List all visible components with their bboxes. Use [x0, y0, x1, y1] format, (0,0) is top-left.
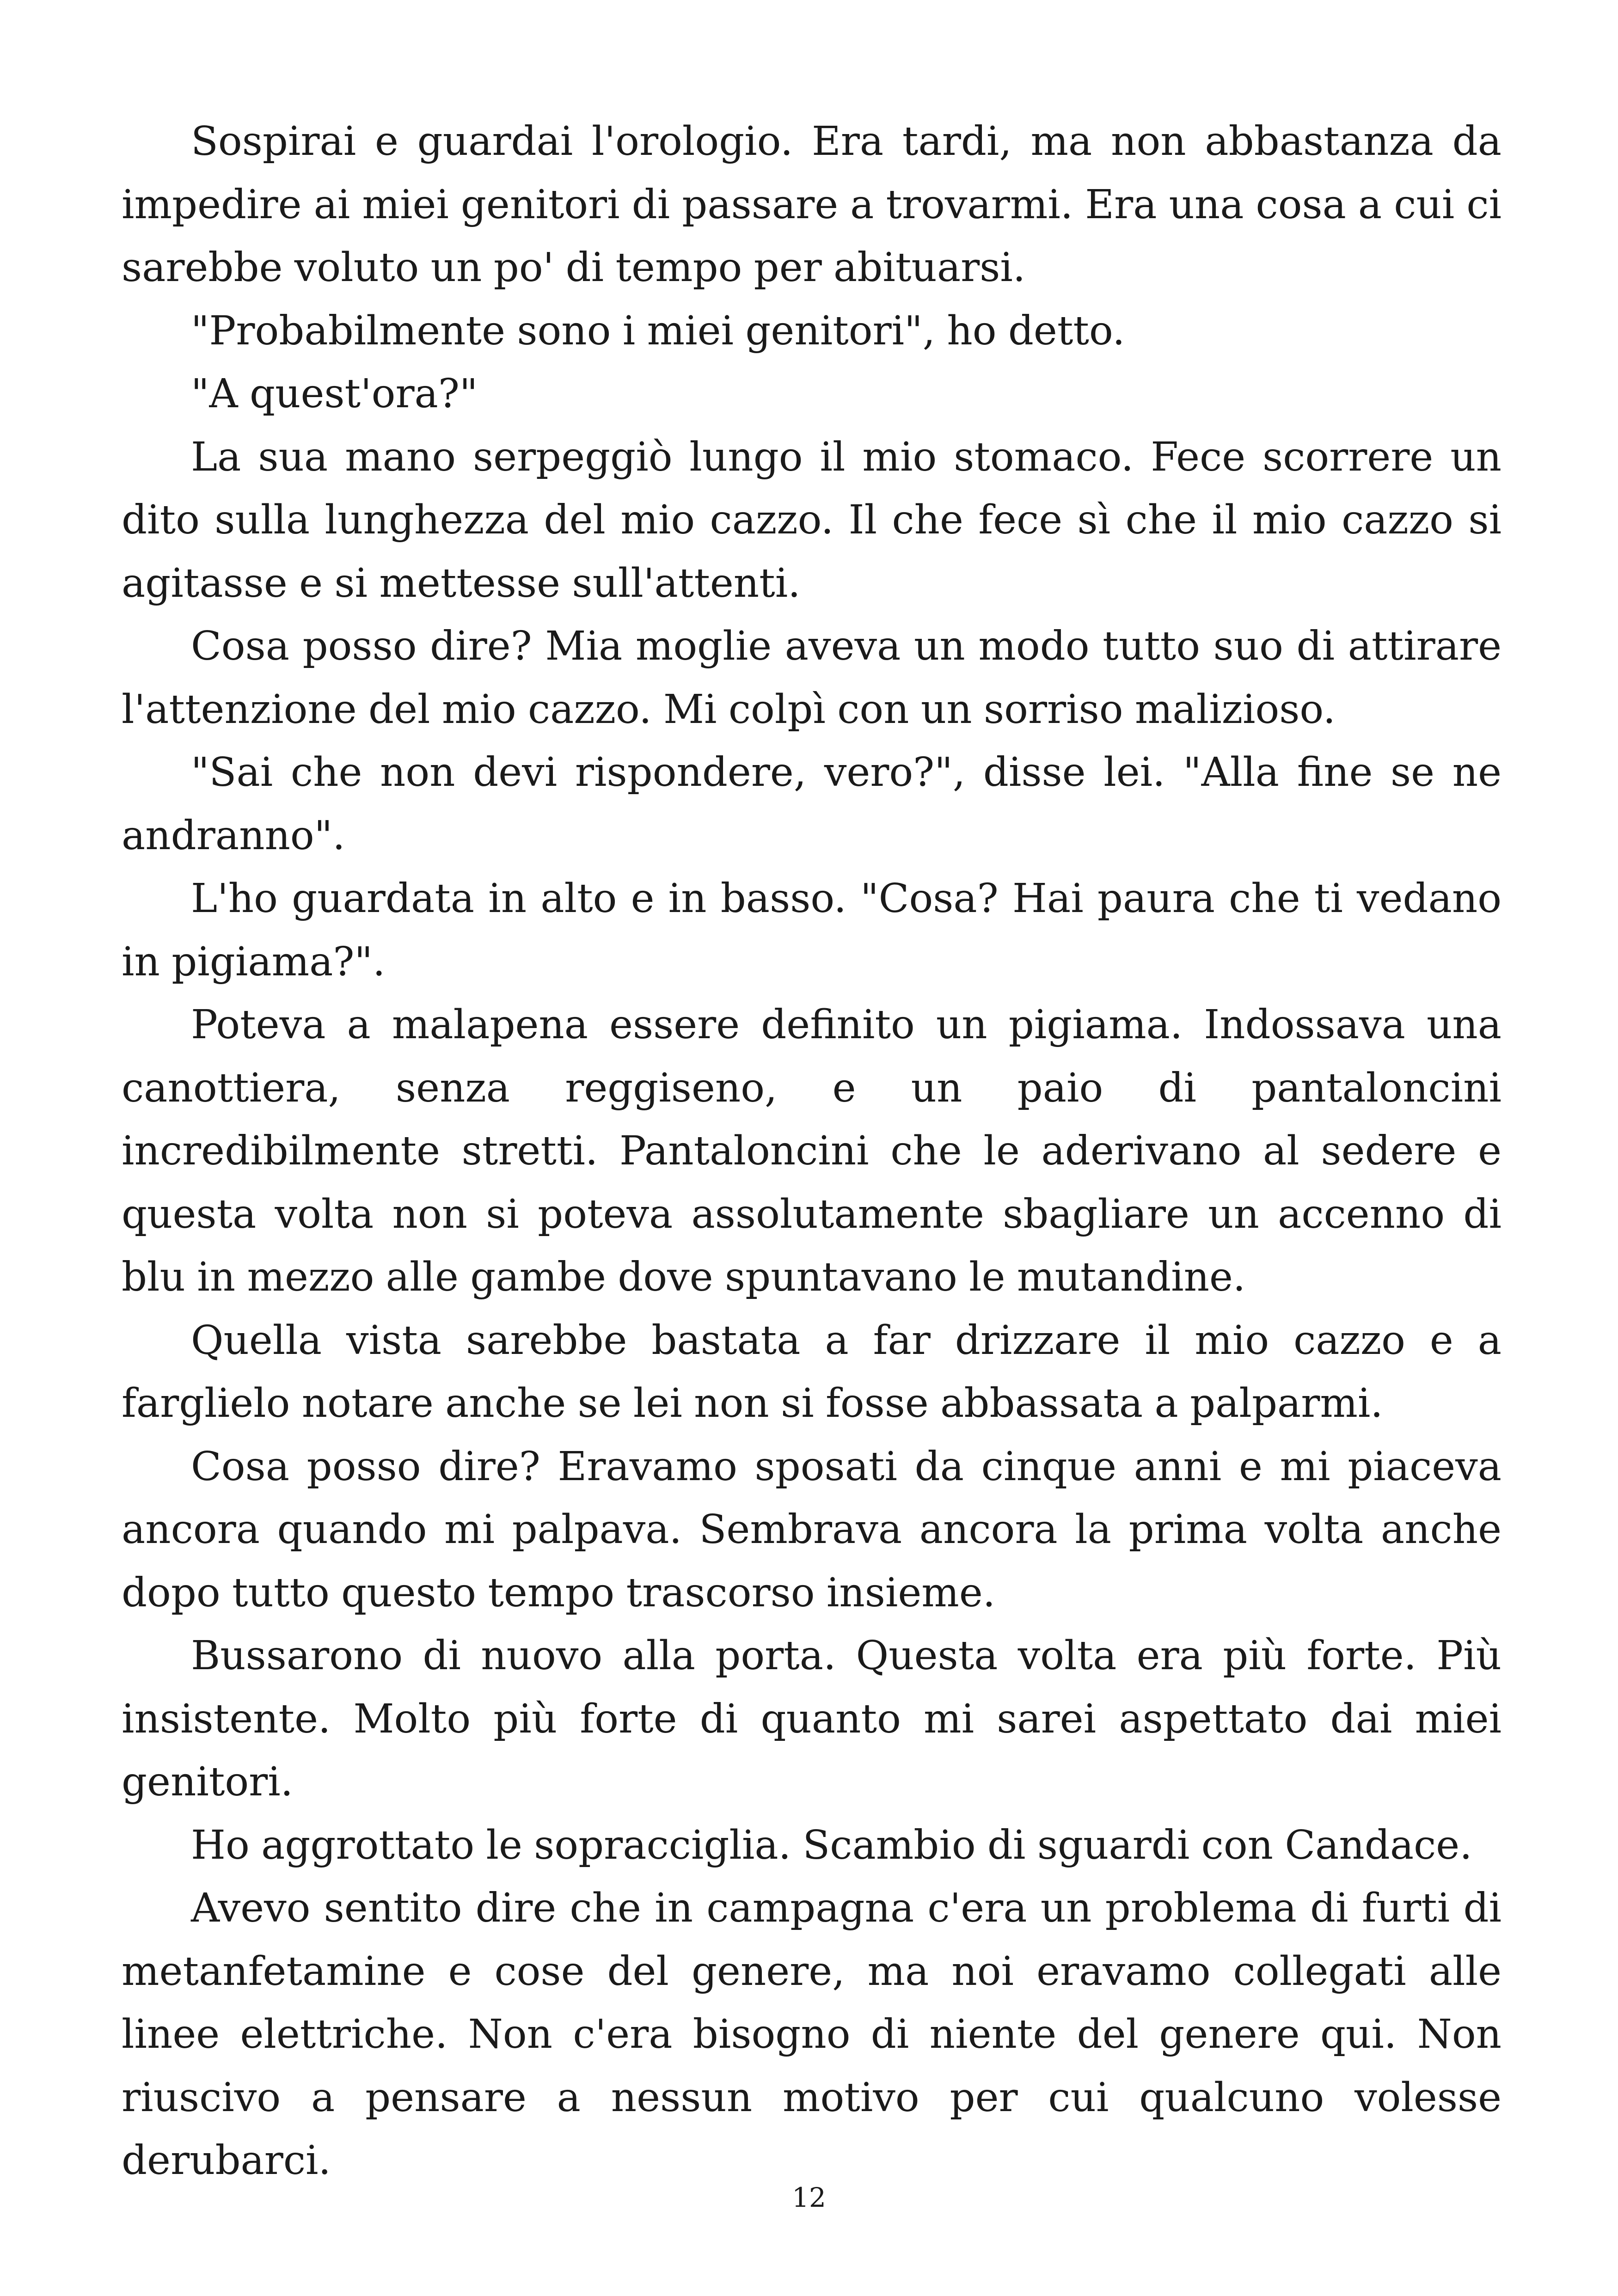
- paragraph: Avevo sentito dire che in campagna c'era un problema di furti di metanfetamine e cose del genere, ma noi eravamo collegati alle linee elettriche. Non c'era bisogno di niente del genere qui. Non riuscivo a pensare a nessun motivo per cui qualcuno volesse derubarci.: [122, 1885, 1502, 2184]
- page-number: 12: [792, 2182, 826, 2213]
- paragraph: Bussarono di nuovo alla porta. Questa volta era più forte. Più insistente. Molto più forte di quanto mi sarei aspettato dai miei genitori.: [122, 1633, 1502, 1805]
- paragraph: Cosa posso dire? Mia moglie aveva un modo tutto suo di attirare l'attenzione del mio cazzo. Mi colpì con un sorriso malizioso.: [122, 623, 1502, 733]
- paragraph: Sospirai e guardai l'orologio. Era tardi, ma non abbastanza da impedire ai miei genitori di passare a trovarmi. Era una cosa a cui ci sarebbe voluto un po' di tempo per abituarsi.: [122, 118, 1502, 291]
- paragraph: Cosa posso dire? Eravamo sposati da cinque anni e mi piaceva ancora quando mi palpava. Sembrava ancora la prima volta anche dopo tutto questo tempo trascorso insieme.: [122, 1443, 1502, 1616]
- paragraph: Quella vista sarebbe bastata a far drizzare il mio cazzo e a farglielo notare anche se lei non si fosse abbassata a palparmi.: [122, 1317, 1502, 1427]
- paragraph: "Probabilmente sono i miei genitori", ho detto.: [191, 307, 1125, 354]
- paragraph: L'ho guardata in alto e in basso. "Cosa? Hai paura che ti vedano in pigiama?".: [122, 876, 1502, 985]
- body-text: [122, 110, 1502, 2192]
- paragraph: "A quest'ora?": [191, 371, 478, 417]
- paragraph: "Sai che non devi rispondere, vero?", disse lei. "Alla fine se ne andranno".: [122, 749, 1502, 859]
- paragraph: Poteva a malapena essere definito un pigiama. Indossava una canottiera, senza reggiseno, e un paio di pantaloncini incredibilmente stretti. Pantaloncini che le aderivano al sedere e questa volta non si poteva assolutamente sbagliare un accenno di blu in mezzo alle gambe dove spuntavano le mutandine.: [122, 1002, 1502, 1300]
- paragraph: La sua mano serpeggiò lungo il mio stomaco. Fece scorrere un dito sulla lunghezza del mio cazzo. Il che fece sì che il mio cazzo si agitasse e si mettesse sull'attenti.: [122, 434, 1502, 606]
- paragraph: Ho aggrottato le sopracciglia. Scambio di sguardi con Candace.: [191, 1822, 1472, 1868]
